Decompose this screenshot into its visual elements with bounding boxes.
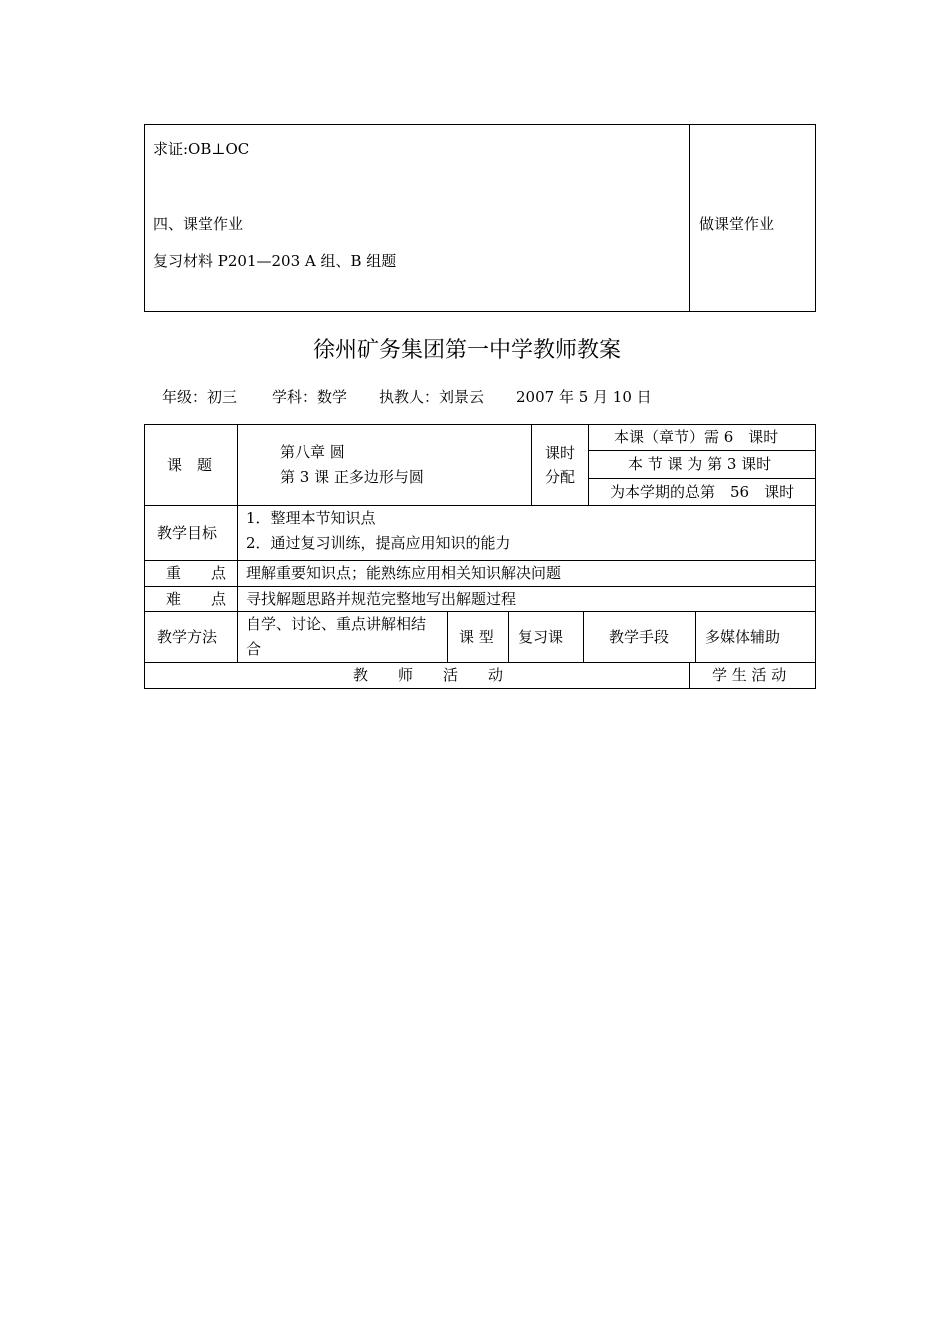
row-rule	[144, 662, 816, 663]
method-label: 教学方法	[157, 628, 218, 646]
row-rule	[144, 505, 816, 506]
student-activity-top: 做课堂作业	[699, 215, 775, 233]
grade-info: 年级：初三	[162, 388, 238, 406]
goal-item: 1．整理本节知识点	[246, 509, 376, 527]
col-rule	[508, 611, 509, 662]
key-text: 理解重要知识点；能熟练应用相关知识解决问题	[246, 564, 562, 582]
means-label: 教学手段	[609, 628, 670, 646]
col-rule	[583, 611, 584, 662]
method-text-2: 合	[246, 640, 262, 658]
topic-label: 课 题	[167, 456, 213, 474]
col-rule	[588, 424, 589, 506]
section-heading: 四、课堂作业	[153, 215, 244, 233]
col-rule	[237, 424, 238, 662]
type-value: 复习课	[518, 628, 564, 646]
student-activity-header: 学 生 活 动	[712, 666, 787, 684]
goal-item: 2．通过复习训练，提高应用知识的能力	[246, 534, 511, 552]
row-rule	[144, 560, 816, 561]
row-rule	[144, 611, 816, 612]
type-label: 课 型	[459, 628, 494, 646]
col-rule	[447, 611, 448, 662]
topic-chapter: 第八章 圆	[280, 443, 345, 461]
document-title: 徐州矿务集团第一中学教师教案	[313, 338, 622, 363]
hours-rule	[588, 450, 816, 451]
col-rule	[695, 611, 696, 662]
method-text-1: 自学、讨论、重点讲解相结	[246, 615, 427, 633]
goals-label: 教学目标	[157, 524, 218, 542]
hours-label-2: 分配	[545, 468, 576, 486]
hours-this-lesson: 本 节 课 为 第 3 课时	[628, 455, 772, 473]
teacher-activity-header: 教 师 活 动	[353, 666, 504, 684]
date-info: 2007 年 5 月 10 日	[516, 388, 652, 406]
top-table-divider	[689, 124, 690, 312]
means-value: 多媒体辅助	[705, 628, 781, 646]
homework-text: 复习材料 P201—203 A 组、B 组题	[153, 252, 397, 270]
hours-rule	[588, 478, 816, 479]
difficulty-label: 难 点	[166, 590, 227, 608]
hours-semester-total: 为本学期的总第 56 课时	[610, 483, 795, 501]
col-rule	[689, 662, 690, 689]
row-rule	[144, 586, 816, 587]
topic-lesson: 第 3 课 正多边形与圆	[280, 468, 424, 486]
teacher-info: 执教人：刘景云	[379, 388, 485, 406]
hours-label-1: 课时	[545, 444, 576, 462]
proof-line: 求证:OB⊥OC	[153, 140, 250, 158]
difficulty-text: 寻找解题思路并规范完整地写出解题过程	[246, 590, 517, 608]
col-rule	[531, 424, 532, 506]
subject-info: 学科：数学	[272, 388, 348, 406]
key-label: 重 点	[166, 564, 227, 582]
hours-chapter: 本课（章节）需 6 课时	[614, 428, 779, 446]
